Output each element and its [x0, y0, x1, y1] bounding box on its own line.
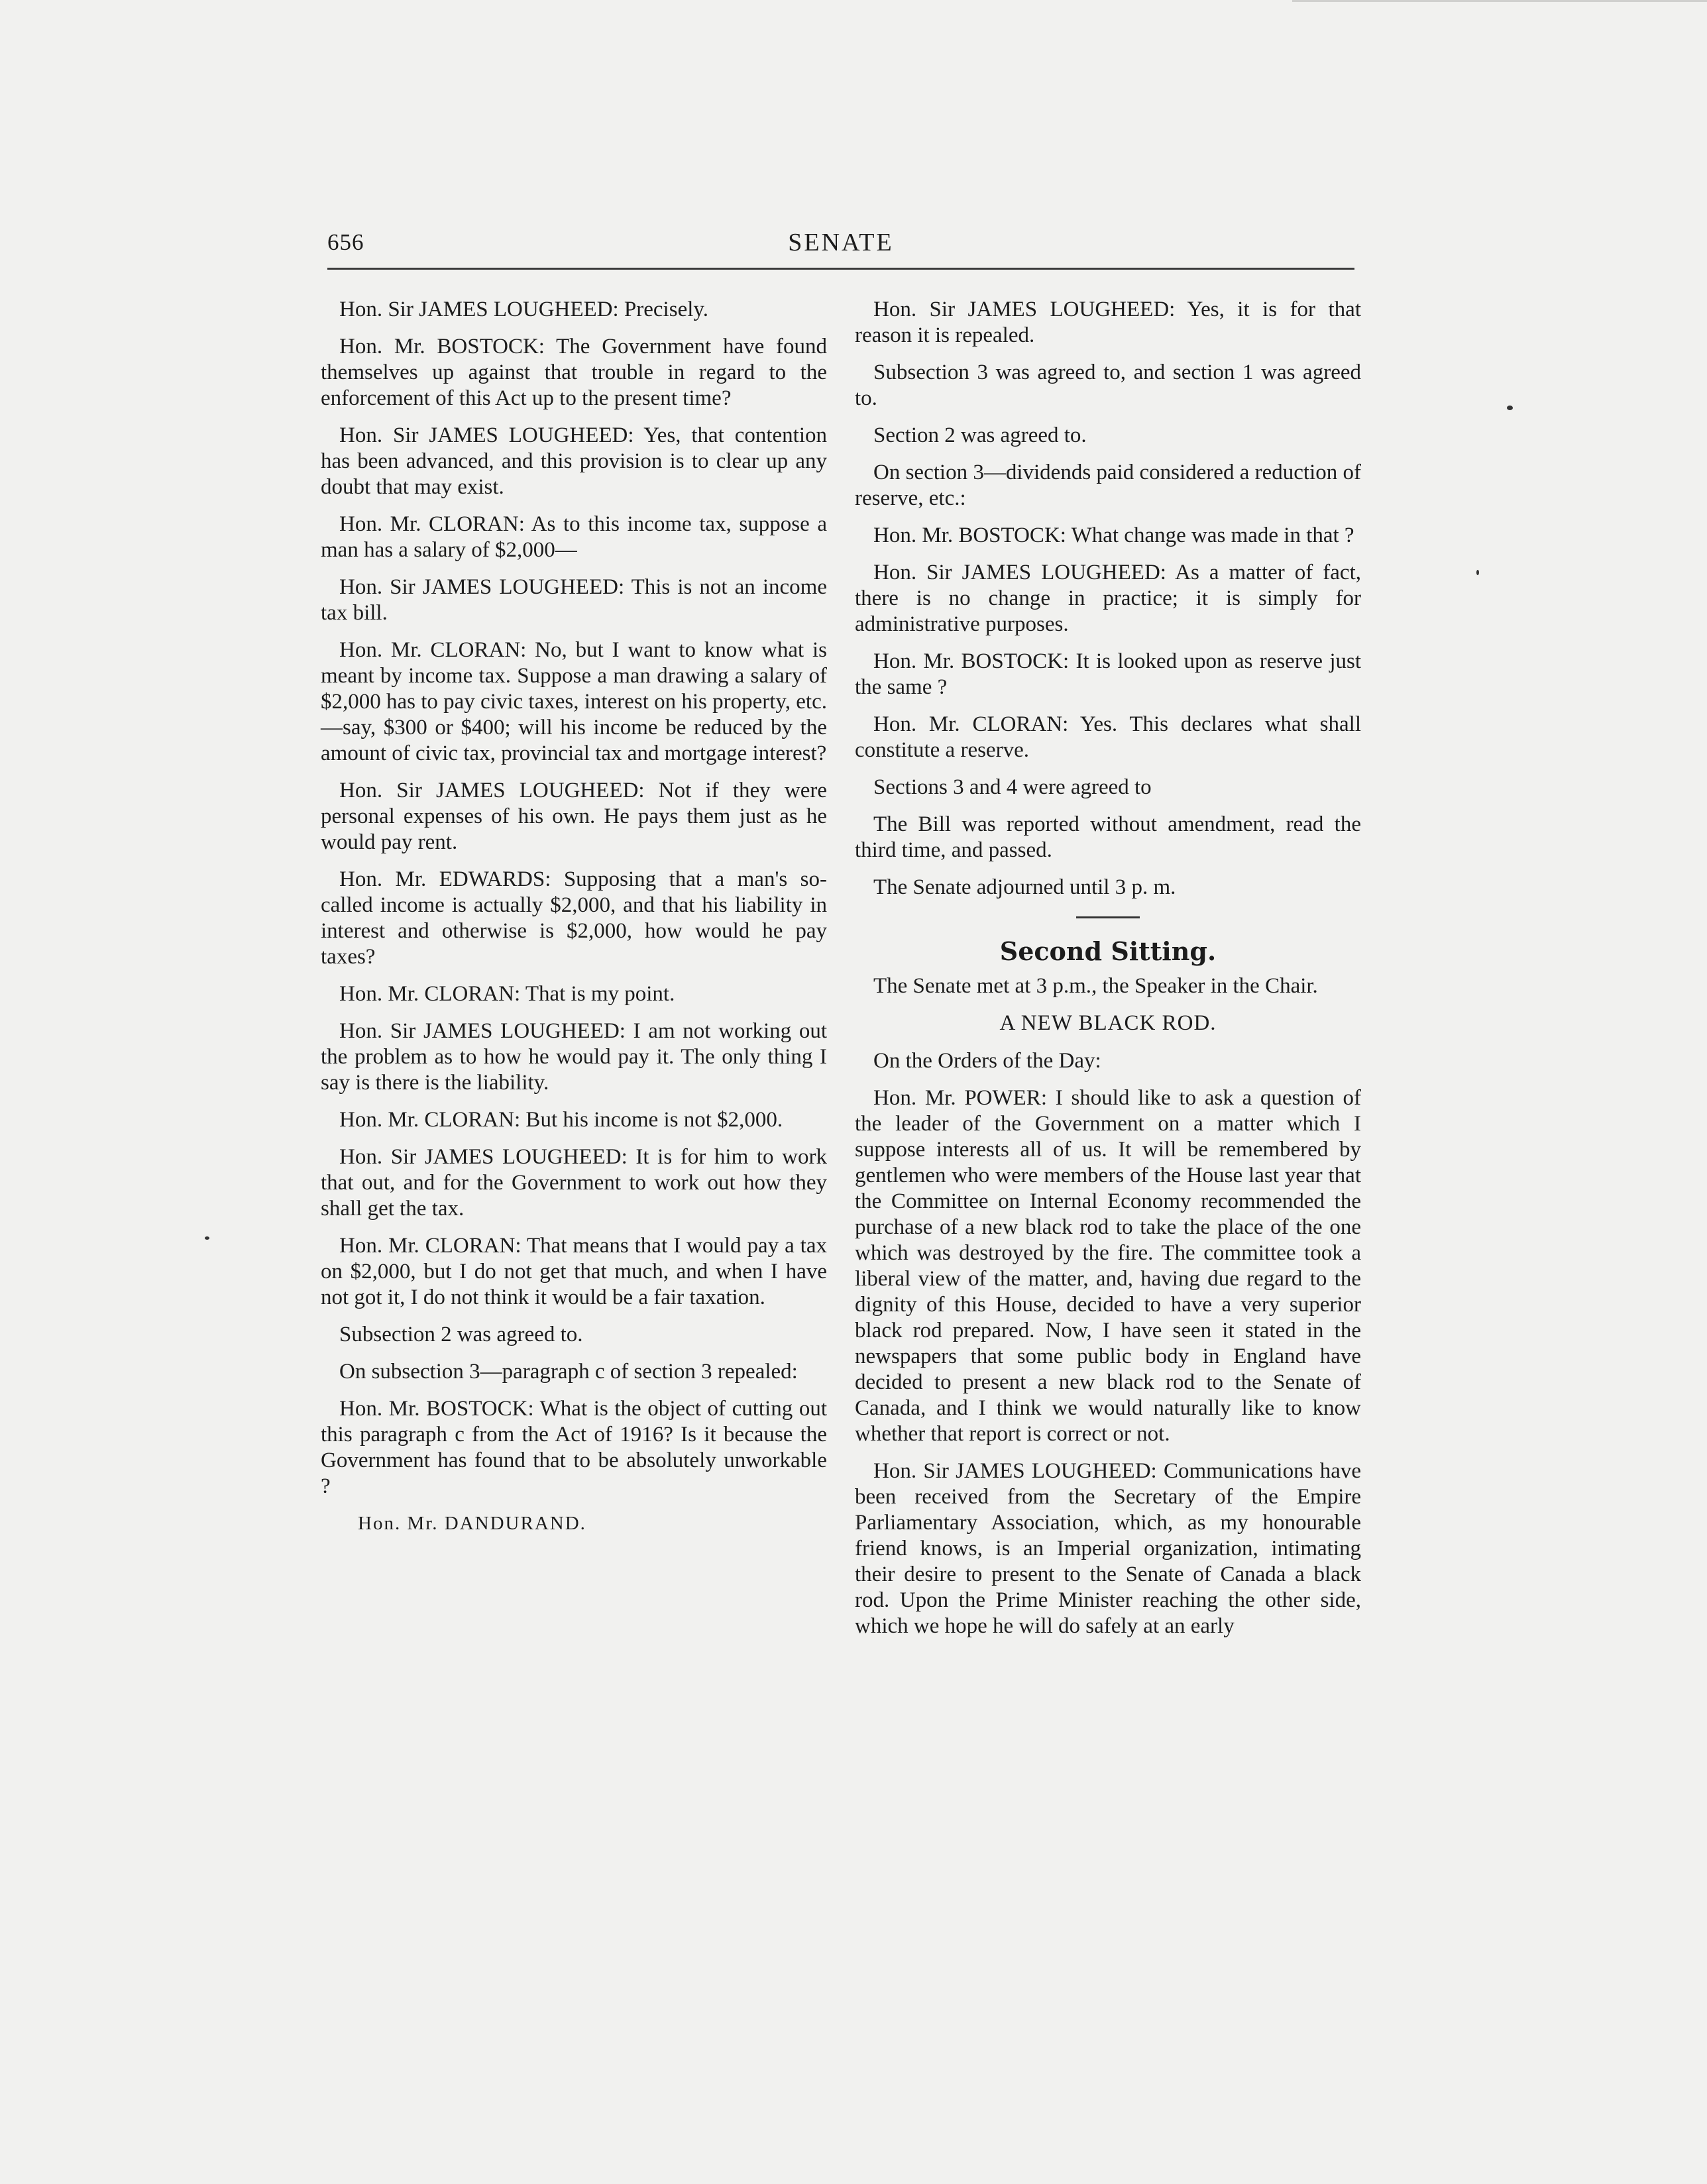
- paragraph: Hon. Mr. CLORAN: That is my point.: [339, 982, 675, 1006]
- paragraph: Hon. Sir JAMES LOUGHEED: Yes, that contention has been advanced, and this provision is to clear up any doubt that may exist.: [321, 423, 827, 499]
- paragraph: Hon. Sir JAMES LOUGHEED: Yes, it is for that reason it is repealed.: [855, 298, 1361, 347]
- paragraph: On the Orders of the Day:: [873, 1049, 1101, 1073]
- paragraph: Hon. Mr. CLORAN: Yes. This declares what shall constitute a reserve.: [855, 712, 1361, 762]
- paragraph: Hon. Mr. POWER: I should like to ask a question of the leader of the Government on a matter which I suppose interests all of us. It will be remembered by gentlemen who were members of the House last year that the Committee on Internal Economy recommended the purchase of a new black rod to take the place of the one which was destroyed by the fire. The committee took a liberal view of the matter, and, having due regard to the dignity of this House, decided to have a very superior black rod prepared. Now, I have seen it stated in the newspapers that some public body in England have decided to present a new black rod to the Senate of Canada, and I think we would naturally like to know whether that report is correct or not.: [855, 1086, 1361, 1446]
- speck-mark: [1476, 570, 1479, 575]
- page-number: 656: [327, 229, 364, 255]
- section-heading: Second Sitting.: [999, 936, 1217, 966]
- paragraph: Hon. Sir JAMES LOUGHEED: Communications have been received from the Secretary of the Empire Parliamentary Association, which, as my honourable friend knows, is an Imperial organization, intimating their desire to present to the Senate of Canada a black rod. Upon the Prime Minister reaching the other side, which we hope he will do safely at an early: [855, 1459, 1361, 1638]
- paragraph: Hon. Mr. BOSTOCK: What change was made in that ?: [873, 523, 1354, 547]
- left-column: [321, 297, 827, 1537]
- scan-edge-rule: [1292, 0, 1707, 2]
- paragraph: Hon. Mr. CLORAN: As to this income tax, suppose a man has a salary of $2,000—: [321, 512, 827, 562]
- paragraph: Hon. Mr. CLORAN: That means that I would pay a tax on $2,000, but I do not get that much, and when I have not got it, I do not think it would be a fair taxation.: [321, 1234, 827, 1309]
- paragraph: Hon. Sir JAMES LOUGHEED: It is for him to work that out, and for the Government to work out how they shall get the tax.: [321, 1145, 827, 1221]
- paragraph: The Senate met at 3 p.m., the Speaker in the Chair.: [873, 974, 1318, 998]
- paragraph: Hon. Mr. CLORAN: No, but I want to know what is meant by income tax. Suppose a man drawing a salary of $2,000 has to pay civic taxes, interest on his property, etc.—say, $300 or $400; will his income be reduced by the amount of civic tax, provincial tax and mortgage interest?: [321, 638, 827, 765]
- running-head-title: SENATE: [788, 229, 894, 256]
- paragraph: The Bill was reported without amendment, read the third time, and passed.: [855, 812, 1361, 862]
- paragraph: Hon. Mr. BOSTOCK: What is the object of cutting out this paragraph c from the Act of 1916? Is it because the Government has found that to be absolutely unworkable ?: [321, 1397, 827, 1498]
- paragraph: The Senate adjourned until 3 p. m.: [873, 875, 1176, 899]
- paragraph: Hon. Sir JAMES LOUGHEED: I am not working out the problem as to how he would pay it. The only thing I say is there is the liability.: [321, 1019, 827, 1095]
- paragraph: Hon. Mr. BOSTOCK: The Government have found themselves up against that trouble in regard to the enforcement of this Act up to the present time?: [321, 335, 827, 410]
- paragraph: Hon. Mr. BOSTOCK: It is looked upon as reserve just the same ?: [855, 649, 1361, 699]
- right-column: [855, 297, 1361, 1651]
- paragraph: Subsection 2 was agreed to.: [339, 1323, 583, 1346]
- paragraph: On subsection 3—paragraph c of section 3 repealed:: [339, 1360, 798, 1384]
- section-divider: [1076, 916, 1140, 918]
- subsection-heading: A NEW BLACK ROD.: [999, 1011, 1217, 1035]
- footer-speaker-note: Hon. Mr. DANDURAND.: [358, 1513, 586, 1534]
- paragraph: Hon. Mr. EDWARDS: Supposing that a man's so-called income is actually $2,000, and that his liability in interest and otherwise is $2,000, how would he pay taxes?: [321, 867, 827, 969]
- paragraph: Hon. Sir JAMES LOUGHEED: This is not an income tax bill.: [321, 575, 827, 625]
- paragraph: Hon. Sir JAMES LOUGHEED: Not if they were personal expenses of his own. He pays them just as he would pay rent.: [321, 779, 827, 854]
- paragraph: Sections 3 and 4 were agreed to: [873, 775, 1152, 799]
- paragraph: On section 3—dividends paid considered a reduction of reserve, etc.:: [855, 461, 1361, 510]
- page-header: [327, 229, 1354, 270]
- paragraph: Subsection 3 was agreed to, and section 1 was agreed to.: [855, 360, 1361, 410]
- speck-mark: [205, 1236, 209, 1240]
- paragraph: Hon. Sir JAMES LOUGHEED: Precisely.: [339, 298, 708, 321]
- paragraph: Section 2 was agreed to.: [873, 423, 1087, 447]
- paragraph: Hon. Mr. CLORAN: But his income is not $2,000.: [339, 1108, 783, 1132]
- paragraph: Hon. Sir JAMES LOUGHEED: As a matter of fact, there is no change in practice; it is simply for administrative purposes.: [855, 561, 1361, 636]
- speck-mark: [1507, 406, 1513, 410]
